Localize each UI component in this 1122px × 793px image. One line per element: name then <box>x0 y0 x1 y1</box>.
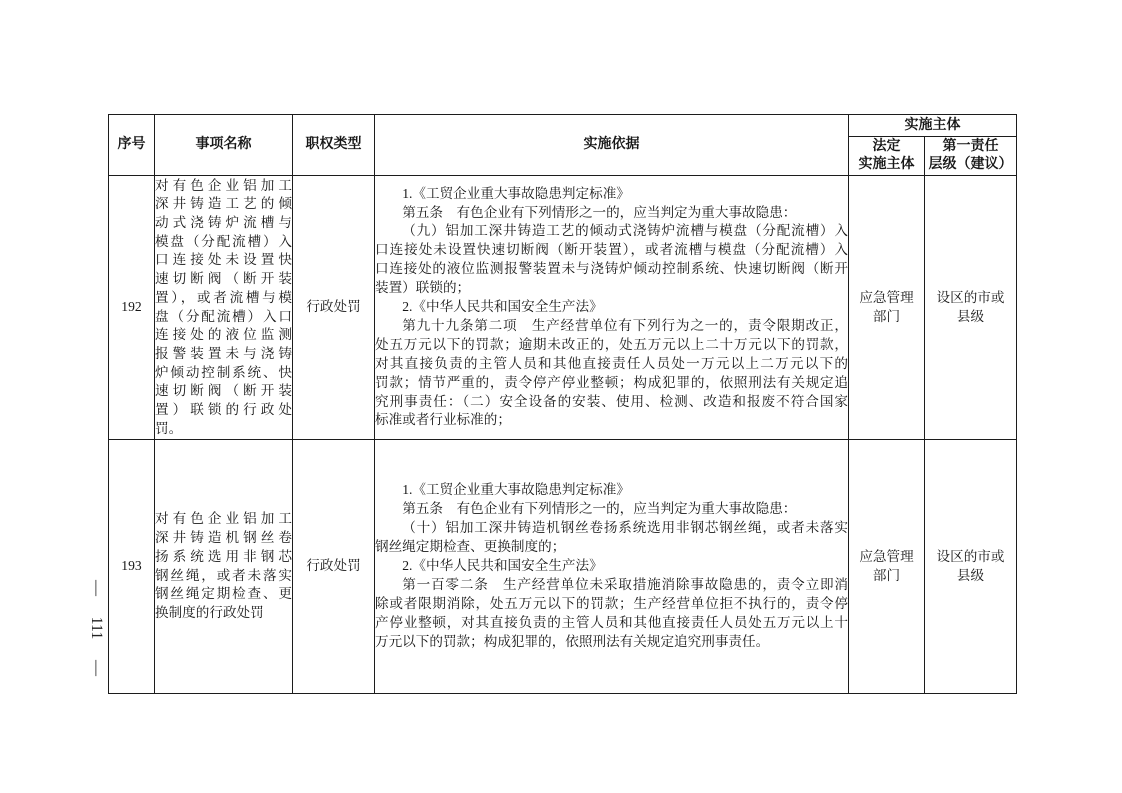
header-legal-subject <box>849 137 925 176</box>
text-line: 换制度的行政处罚 <box>155 604 264 620</box>
text-line: 炉倾动控制系统、快 <box>155 364 292 380</box>
legal-subject-text <box>849 548 924 586</box>
legal-subject-cell <box>849 176 925 440</box>
text-line: 置）联锁的行政处 <box>155 402 292 418</box>
basis-line: 标准或者行业标准的； <box>375 412 511 428</box>
item-name-cell <box>155 176 293 440</box>
responsibility-level-cell <box>925 176 1017 440</box>
text-line: 扬系统选用非钢芯 <box>155 548 292 564</box>
text-line: 第一责任 <box>942 139 999 154</box>
basis-line: 第九十九条第二项 生产经营单位有下列行为之一的，责令限期改正， <box>402 317 848 333</box>
authority-table <box>108 114 1017 694</box>
basis-line: 钢丝绳定期检查、更换制度的； <box>375 539 566 555</box>
text-line: 实施主体 <box>858 157 915 172</box>
seq-cell <box>109 440 155 694</box>
text-line: 置），或者流槽与模 <box>155 289 292 305</box>
basis-line: 处五万元以下的罚款；逾期未改正的，处五万元以上二十万元以下的罚款， <box>375 336 848 352</box>
header-seq: 序号 <box>109 115 155 176</box>
text-line: 部门 <box>872 567 901 583</box>
item-name-text <box>155 510 292 622</box>
text-line: 县级 <box>956 308 985 324</box>
basis-paragraph <box>375 317 848 430</box>
header-responsibility-level <box>925 137 1017 176</box>
text-line: 应急管理 <box>859 289 914 305</box>
page-number-dash: — <box>88 660 105 676</box>
header-responsibility-level-text <box>925 138 1016 174</box>
responsibility-level-text <box>925 289 1016 327</box>
basis-line: 口连接处未设置快速切断阀（断开装置），或者流槽与模盘（分配流槽）入 <box>375 242 848 258</box>
basis-line: 1.《工贸企业重大事故隐患判定标准》 <box>402 482 630 498</box>
text-line: 层级（建议） <box>928 157 1013 172</box>
basis-cell <box>375 440 849 694</box>
basis-line: 万元以下的罚款；构成犯罪的，依照刑法有关规定追究刑事责任。 <box>375 633 770 649</box>
page-number-value: 111 <box>88 616 105 640</box>
text-line: 部门 <box>872 308 901 324</box>
basis-paragraph <box>375 481 848 500</box>
basis-paragraph <box>375 557 848 576</box>
basis-line: （九）铝加工深井铸造工艺的倾动式浇铸炉流槽与模盘（分配流槽）入 <box>402 223 848 239</box>
text-line: 报警装置未与浇铸 <box>155 345 292 361</box>
basis-line: 对其直接负责的主管人员和其他直接责任人员处一万元以上二万元以下的 <box>375 355 848 371</box>
text-line: 模盘（分配流槽）入 <box>155 233 292 249</box>
text-line: 县级 <box>956 567 985 583</box>
basis-line: 产停业整顿，对其直接负责的主管人员和其他直接责任人员处五万元以上十 <box>375 614 848 630</box>
basis-paragraph <box>375 500 848 519</box>
power-type-text: 行政处罚 <box>306 299 361 315</box>
responsibility-level-cell <box>925 440 1017 694</box>
basis-text <box>375 481 848 651</box>
power-type-cell <box>293 176 375 440</box>
basis-line: 究刑事责任：（二）安全设备的安装、使用、检测、改造和报废不符合国家 <box>375 393 848 409</box>
text-line: 盘（分配流槽）入口 <box>155 308 292 324</box>
text-line: 动式浇铸炉流槽与 <box>155 214 292 230</box>
header-power-type: 职权类型 <box>293 115 375 176</box>
item-name-text <box>155 177 292 439</box>
basis-line: 第一百零二条 生产经营单位未采取措施消除事故隐患的，责令立即消 <box>402 576 848 592</box>
text-line: 深井铸造工艺的倾 <box>155 196 292 212</box>
basis-line: 1.《工贸企业重大事故隐患判定标准》 <box>402 185 630 201</box>
text-line: 应急管理 <box>859 548 914 564</box>
text-line: 法定 <box>872 139 901 154</box>
text-line: 口连接处未设置快 <box>155 252 292 268</box>
text-line: 连接处的液位监测 <box>155 327 292 343</box>
table-row <box>109 440 1017 694</box>
basis-line: 第五条 有色企业有下列情形之一的，应当判定为重大事故隐患： <box>402 204 797 220</box>
legal-subject-text <box>849 289 924 327</box>
responsibility-level-text <box>925 548 1016 586</box>
basis-paragraph <box>375 519 848 557</box>
seq-number: 192 <box>121 299 142 315</box>
header-implementing-subject: 实施主体 <box>849 115 1017 137</box>
basis-line: 第五条 有色企业有下列情形之一的，应当判定为重大事故隐患： <box>402 501 797 517</box>
text-line: 钢丝绳定期检查、更 <box>155 586 292 602</box>
header-item-name: 事项名称 <box>155 115 293 176</box>
page-number <box>86 580 106 676</box>
item-name-cell <box>155 440 293 694</box>
text-line: 速切断阀（断开装 <box>155 383 292 399</box>
basis-cell <box>375 176 849 440</box>
basis-paragraph <box>375 222 848 298</box>
legal-subject-cell <box>849 440 925 694</box>
basis-paragraph <box>375 576 848 652</box>
basis-line: 除或者限期消除，处五万元以下的罚款；生产经营单位拒不执行的，责令停 <box>375 595 848 611</box>
table-row <box>109 176 1017 440</box>
text-line: 设区的市或 <box>936 289 1005 305</box>
power-type-text: 行政处罚 <box>306 558 361 574</box>
text-line: 罚。 <box>155 420 183 436</box>
text-line: 速切断阀（断开装 <box>155 271 292 287</box>
text-line: 深井铸造机钢丝卷 <box>155 530 292 546</box>
text-line: 对有色企业铝加工 <box>155 177 292 193</box>
header-row <box>109 115 1017 137</box>
basis-line: （十）铝加工深井铸造机钢丝卷扬系统选用非钢芯钢丝绳，或者未落实 <box>402 520 848 536</box>
page-number-dash: — <box>88 580 105 596</box>
header-basis: 实施依据 <box>375 115 849 176</box>
header-legal-subject-text <box>849 138 924 174</box>
power-type-cell <box>293 440 375 694</box>
text-line: 对有色企业铝加工 <box>155 511 292 527</box>
basis-paragraph <box>375 298 848 317</box>
basis-line: 2.《中华人民共和国安全生产法》 <box>402 299 603 315</box>
basis-paragraph <box>375 204 848 223</box>
basis-text <box>375 185 848 431</box>
text-line: 钢丝绳，或者未落实 <box>155 567 292 583</box>
seq-cell <box>109 176 155 440</box>
basis-line: 2.《中华人民共和国安全生产法》 <box>402 558 603 574</box>
basis-line: 口连接处的液位监测报警装置未与浇铸炉倾动控制系统、快速切断阀（断开 <box>375 261 848 277</box>
basis-line: 罚款；情节严重的，责令停产停业整顿；构成犯罪的，依照刑法有关规定追 <box>375 374 848 390</box>
seq-number: 193 <box>121 558 142 574</box>
basis-line: 装置）联锁的； <box>375 280 471 296</box>
text-line: 设区的市或 <box>936 548 1005 564</box>
basis-paragraph <box>375 185 848 204</box>
